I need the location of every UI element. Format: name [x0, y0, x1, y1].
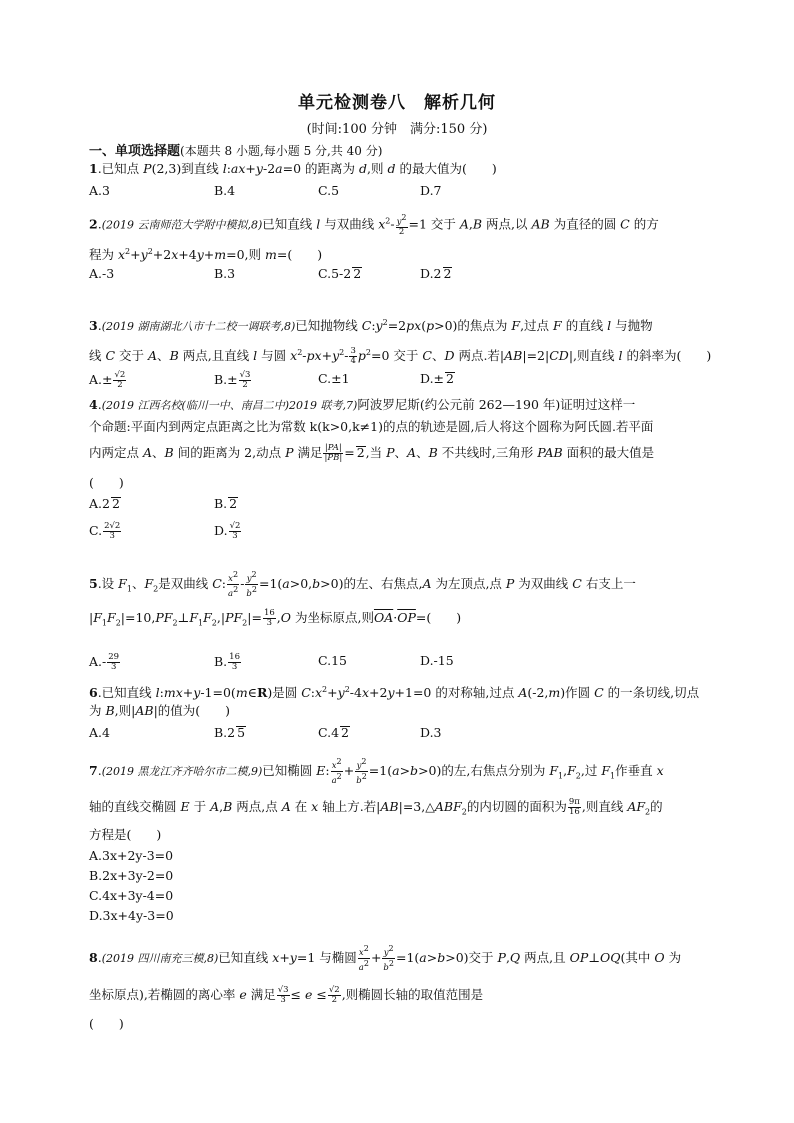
option-d: D.± 2	[420, 371, 454, 386]
section-label: 一、单项选择题	[89, 144, 181, 159]
question-4-line-3: 内两定点 A、B 间的距离为 2,动点 P 满足 $\frac{|PA|}{|PB|}$ = 2,当 P、A、B 不共线时,三角形 PAB 面积的最大值是	[89, 443, 655, 463]
question-3-line-2: 线 C 交于 A、B 两点,且直线 l 与圆 $x^2-px+y^2-$ $\frac{3}{4}$ $p^2=0$ 交于 C、D 两点.若|AB|=2|CD|,则直线 l 的斜率为( )	[89, 346, 712, 367]
question-4-line-1: 4.(2019 江西名校(临川一中、南昌二中)2019 联考,7)阿波罗尼斯(约公元前 262—190 年)证明过这样一	[89, 397, 636, 412]
question-number: 4	[89, 397, 98, 412]
option-a: A.4	[89, 725, 110, 740]
option-a: A.2 2	[89, 496, 120, 511]
question-5-line-1: 5.设 $F_1$、$F_2$是双曲线 C: $\frac{x^2}{a^2}$ - $\frac{y^2}{b^2}$ =1(a>0,b>0)的左、右焦点,A 为左顶点,点 P 为双曲线 C 右支上一	[89, 570, 636, 599]
question-4-line-4: ( )	[89, 475, 124, 490]
option-a: A.- $\frac{29}{3}$	[89, 652, 120, 672]
page-title: 单元检测卷八 解析几何	[298, 93, 496, 113]
section-note: (本题共 8 小题,每小题 5 分,共 40 分)	[180, 144, 383, 158]
page-subtitle: (时间:100 分钟 满分:150 分)	[306, 122, 488, 137]
option-d: D.3x+4y-3=0	[89, 908, 174, 923]
option-b: B.4	[214, 183, 236, 198]
question-source: (2019 四川南充三模,8)	[101, 951, 219, 965]
question-number: 2	[89, 216, 98, 232]
option-d: D.7	[420, 183, 442, 198]
option-a: A.3	[89, 183, 110, 198]
question-1-line-1: 1.已知点 P(2,3)到直线 l:ax+y-2a=0 的距离为 d,则 d 的最大值为( )	[89, 161, 497, 176]
option-b: B.3	[214, 266, 236, 281]
question-number: 6	[89, 685, 98, 701]
question-6-line-2: 为 B,则|AB|的值为( )	[89, 703, 231, 718]
question-number: 8	[89, 949, 98, 965]
option-c: C. $\frac{2√2}{3}$	[89, 521, 121, 541]
question-number: 3	[89, 318, 98, 334]
option-b: B.2x+3y-2=0	[89, 868, 174, 883]
question-source: (2019 湖南湖北八市十二校一调联考,8)	[101, 320, 296, 334]
question-4-line-2: 个命题:平面内到两定点距离之比为常数 k(k>0,k≠1)的点的轨迹是圆,后人将这个圆称为阿氏圆.若平面	[89, 419, 654, 434]
option-c: C.±1	[318, 371, 350, 386]
option-d: D.-15	[420, 653, 454, 668]
question-6-line-1: 6.已知直线 l:mx+y-1=0(m∈R)是圆 $C:x^2+y^2-4x+2y+1=0$ 的对称轴,过点 A(-2,m)作圆 C 的一条切线,切点	[89, 685, 700, 701]
question-number: 5	[89, 575, 98, 591]
question-2-line-1: 2.(2019 云南师范大学附中模拟,8)已知直线 l 与双曲线 $x^2-$ $\frac{y^2}{2}$ =1 交于 A,B 两点,以 AB 为直径的圆 C 的方	[89, 213, 659, 237]
option-c: C.4 2	[318, 725, 349, 740]
option-b: B.± $\frac{√3}{2}$	[214, 370, 251, 390]
option-b: B.2 5	[214, 725, 246, 740]
question-number: 1	[89, 161, 98, 176]
option-d: D.3	[420, 725, 442, 740]
question-source: (2019 黑龙江齐齐哈尔市二模,9)	[101, 764, 263, 778]
question-source: (2019 江西名校(临川一中、南昌二中)2019 联考,7)	[101, 399, 358, 412]
option-c: C.15	[318, 653, 347, 668]
question-5-line-2: $|F_1F_2|=10,PF_2\perp F_1F_2,|PF_2|=$ $\frac{16}{3}$ ,O 为坐标原点,则$\overline{OA}\cdot\overline{OP}=$( )	[89, 608, 462, 628]
option-d: D.2 2	[420, 266, 452, 281]
question-7-line-2: 轴的直线交椭圆 E 于 A,B 两点,点 A 在 x 轴上方.若$|AB|=3,\triangle ABF_2$的内切圆的面积为 $\frac{9\pi}{16}$ ,则直线 $AF_2$的	[89, 797, 663, 817]
option-c: C.5-2 2	[318, 266, 362, 281]
option-a: A.-3	[89, 266, 115, 281]
option-c: C.4x+3y-4=0	[89, 888, 174, 903]
option-b: B. 2	[214, 496, 238, 511]
option-a: A.± $\frac{√2}{2}$	[89, 370, 126, 390]
question-8-line-2: 坐标原点),若椭圆的离心率 e 满足 $\frac{√3}{3}$ ≤ e ≤ $\frac{√2}{2}$ ,则椭圆长轴的取值范围是	[89, 985, 484, 1005]
question-number: 7	[89, 762, 98, 778]
question-2-line-2: 程为 $x^2+y^2+2x+4y+m=0$,则 m=( )	[89, 247, 323, 263]
question-8-line-3: ( )	[89, 1016, 124, 1031]
question-8-line-1: 8.(2019 四川南充三模,8)已知直线 x+y=1 与椭圆 $\frac{x^2}{a^2}$ + $\frac{y^2}{b^2}$ =1(a>b>0)交于 P,Q 两点,且 OP⊥OQ(其中 O 为	[89, 944, 682, 973]
option-b: B. $\frac{16}{3}$	[214, 652, 240, 672]
section-heading	[89, 140, 382, 159]
question-3-line-1: 3.(2019 湖南湖北八市十二校一调联考,8)已知抛物线 $C:y^2=2px(p>0)$的焦点为 F,过点 F 的直线 l 与抛物	[89, 318, 653, 334]
question-source: (2019 云南师范大学附中模拟,8)	[101, 218, 263, 232]
option-a: A.3x+2y-3=0	[89, 848, 174, 863]
question-7-line-1: 7.(2019 黑龙江齐齐哈尔市二模,9)已知椭圆 E: $\frac{x^2}{a^2}$ + $\frac{y^2}{b^2}$ =1(a>b>0)的左,右焦点分别为 $F_1,F_2$,过 $F_1$作垂直 x	[89, 757, 664, 786]
option-c: C.5	[318, 183, 340, 198]
option-d: D. $\frac{√2}{3}$	[214, 521, 241, 541]
question-7-line-3: 方程是( )	[89, 827, 162, 842]
